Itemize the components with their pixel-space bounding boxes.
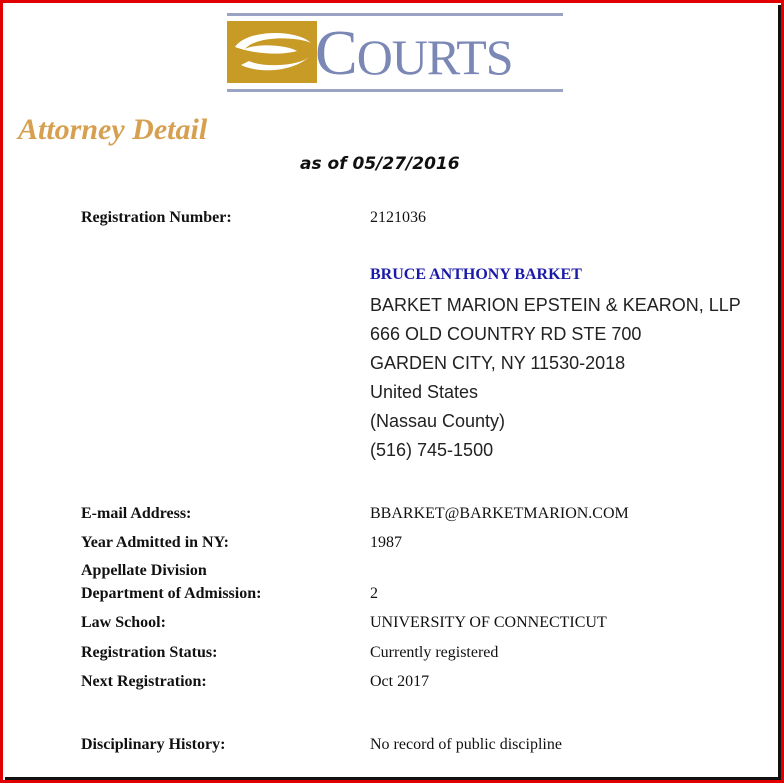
next-registration-label: Next Registration:	[81, 673, 207, 690]
attorney-name: BRUCE ANTHONY BARKET	[370, 266, 582, 283]
frame-shadow-right	[778, 5, 781, 780]
frame-shadow-bottom	[5, 777, 781, 780]
department-of-admission-label: Department of Admission:	[81, 585, 262, 602]
country: United States	[370, 382, 479, 402]
page-title: Attorney Detail	[18, 113, 208, 146]
registration-status-label: Registration Status:	[81, 644, 218, 661]
logo-top-rule	[227, 13, 563, 16]
county: (Nassau County)	[370, 411, 506, 431]
registration-number-label: Registration Number:	[81, 209, 232, 226]
disciplinary-history-label: Disciplinary History:	[81, 736, 226, 753]
law-school-value: UNIVERSITY OF CONNECTICUT	[370, 614, 607, 631]
law-school-label: Law School:	[81, 614, 166, 631]
firm-name: BARKET MARION EPSTEIN & KEARON, LLP	[370, 295, 741, 315]
year-admitted-label: Year Admitted in NY:	[81, 534, 230, 551]
department-of-admission-value: 2	[370, 585, 378, 602]
logo-letter-c: C	[315, 17, 357, 88]
courts-emblem-icon	[227, 21, 317, 83]
email-value: BBARKET@BARKETMARION.COM	[370, 505, 629, 522]
as-of-date: as of 05/27/2016	[300, 154, 460, 174]
email-label: E-mail Address:	[81, 505, 192, 522]
courts-logo	[227, 13, 563, 91]
logo-wordmark	[315, 19, 513, 91]
logo-letters-rest: OURTS	[356, 29, 513, 85]
registration-status-value: Currently registered	[370, 644, 499, 661]
next-registration-value: Oct 2017	[370, 673, 430, 690]
disciplinary-history-value: No record of public discipline	[370, 736, 562, 753]
phone-number: (516) 745-1500	[370, 440, 494, 460]
registration-number-value: 2121036	[370, 209, 426, 226]
appellate-division-label: Appellate Division	[81, 562, 207, 579]
city-state-zip: GARDEN CITY, NY 11530-2018	[370, 353, 626, 373]
street-address: 666 OLD COUNTRY RD STE 700	[370, 324, 642, 344]
logo-bottom-rule	[227, 89, 563, 92]
year-admitted-value: 1987	[370, 534, 402, 551]
